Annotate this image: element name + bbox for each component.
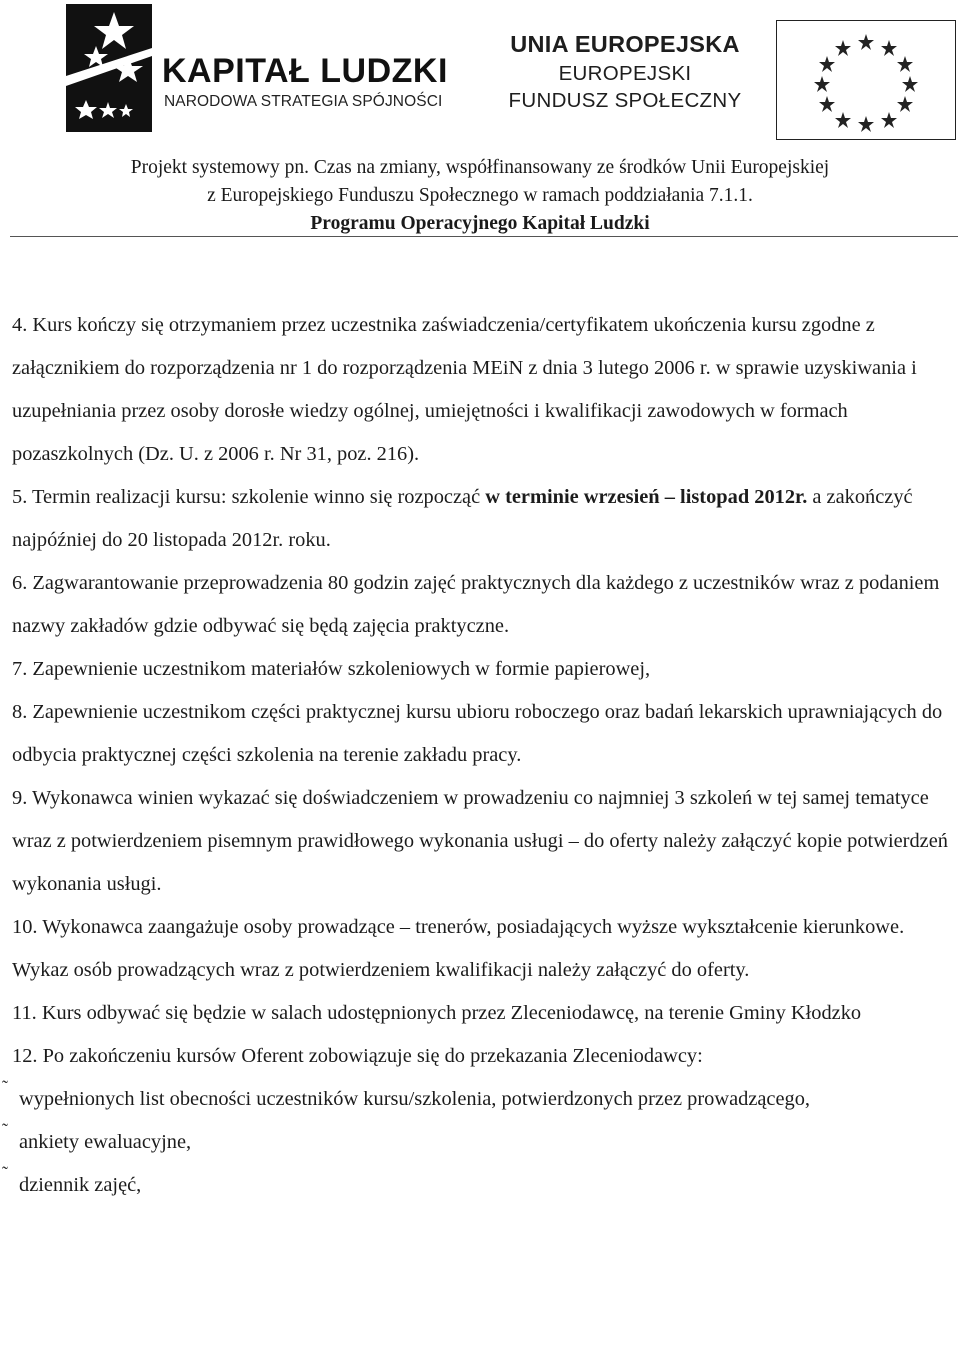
bullet-mark-icon: ˜ <box>2 1163 8 1183</box>
eu-fund-line2: FUNDUSZ SPOŁECZNY <box>508 89 742 112</box>
caption-line-1: Projekt systemowy pn. Czas na zmiany, współfinansowany ze środków Unii Europejskiej <box>130 157 830 178</box>
bullet-mark-icon: ˜ <box>2 1120 8 1140</box>
project-caption <box>0 154 960 238</box>
caption-line-3: Programu Operacyjnego Kapitał Ludzki <box>310 213 650 234</box>
document-body <box>2 304 958 1207</box>
paragraph-5-start: 5. Termin realizacji kursu: szkolenie winno się rozpocząć <box>12 486 486 508</box>
paragraph-11: 11. Kurs odbywać się będzie w salach udostępnionych przez Zleceniodawcę, na terenie Gminy Kłodzko <box>12 1002 862 1024</box>
header-divider <box>10 236 958 237</box>
paragraph-4: 4. Kurs kończy się otrzymaniem przez uczestnika zaświadczenia/certyfikatem ukończenia kursu zgodne z załącznikiem do rozporządzenia nr 1 do rozporządzenia MEiN z dnia 3 lutego 2006 r. w sprawie uzyskiwania i uzupełniania przez osoby dorosłe wiedzy ogólnej, umiejętności i kwalifikacji zawodowych w formach pozaszkolnych (Dz. U. z 2006 r. Nr 31, poz. 216). <box>12 314 917 465</box>
paragraph-6: 6. Zagwarantowanie przeprowadzenia 80 godzin zajęć praktycznych dla każdego z uczestników wraz z podaniem nazwy zakładów gdzie odbywać się będą zajęcia praktyczne. <box>12 572 940 637</box>
kapital-ludzki-title: KAPITAŁ LUDZKI <box>162 52 448 90</box>
list-item-text: dziennik zajęć, <box>19 1174 142 1196</box>
eu-flag-icon <box>776 20 956 140</box>
kapital-ludzki-emblem-icon <box>66 4 152 132</box>
paragraph-5 <box>12 476 958 562</box>
list-item <box>2 1163 958 1207</box>
list-item-text: ankiety ewaluacyjne, <box>19 1131 192 1153</box>
kapital-ludzki-subtitle: NARODOWA STRATEGIA SPÓJNOŚCI <box>164 93 443 110</box>
eu-fund-text <box>500 28 750 114</box>
paragraph-5-end: a zakończyć najpóźniej do 20 listopada 2012r. roku. <box>12 486 913 551</box>
kapital-ludzki-logo <box>66 4 448 148</box>
caption-line-2: z Europejskiego Funduszu Społecznego w ramach poddziałania 7.1.1. <box>207 185 753 206</box>
eu-title: UNIA EUROPEJSKA <box>510 31 740 57</box>
bullet-mark-icon: ˜ <box>2 1077 8 1097</box>
paragraph-10: 10. Wykonawca zaangażuje osoby prowadzące – trenerów, posiadających wyższe wykształcenie kierunkowe. Wykaz osób prowadzących wraz z potwierdzeniem kwalifikacji należy załączyć do oferty. <box>12 916 905 981</box>
paragraph-12: 12. Po zakończeniu kursów Oferent zobowiązuje się do przekazania Zleceniodawcy: <box>12 1045 703 1067</box>
list-item-text: wypełnionych list obecności uczestników kursu/szkolenia, potwierdzonych przez prowadzącego, <box>19 1088 811 1110</box>
document-header <box>0 0 960 150</box>
list-item <box>2 1077 958 1121</box>
paragraph-9: 9. Wykonawca winien wykazać się doświadczeniem w prowadzeniu co najmniej 3 szkoleń w tej samej tematyce wraz z potwierdzeniem pisemnym prawidłowego wykonania usługi – do oferty należy załączyć kopie potwierdzeń wykonania usługi. <box>12 787 948 895</box>
paragraph-7: 7. Zapewnienie uczestnikom materiałów szkoleniowych w formie papierowej, <box>12 658 651 680</box>
paragraph-5-deadline: w terminie wrzesień – listopad 2012r. <box>485 486 808 508</box>
paragraph-8: 8. Zapewnienie uczestnikom części praktycznej kursu ubioru roboczego oraz badań lekarskich uprawniających do odbycia praktycznej części szkolenia na terenie zakładu pracy. <box>12 701 943 766</box>
list-item <box>2 1120 958 1164</box>
eu-fund-line1: EUROPEJSKI <box>558 62 692 85</box>
